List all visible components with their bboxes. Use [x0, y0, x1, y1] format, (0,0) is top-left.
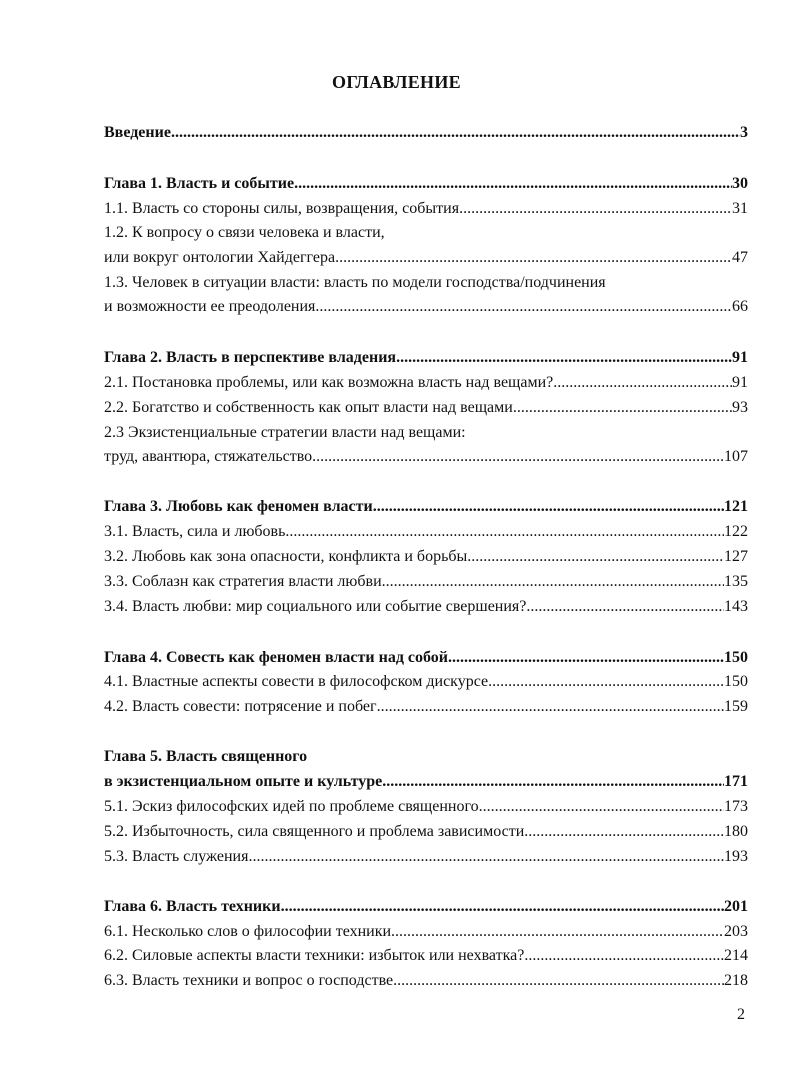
toc-entry-text: 3.1. Власть, сила и любовь — [104, 523, 286, 540]
toc-section-1-3-line1: 1.3. Человек в ситуации власти: власть по модели господства/подчинения — [104, 274, 606, 291]
toc-page-number: 135 — [724, 573, 748, 590]
toc-chapter-1[interactable] — [104, 175, 748, 193]
toc-section-3-4[interactable] — [104, 598, 748, 616]
toc-page-number: 93 — [732, 399, 748, 416]
toc-entry-text: Глава 1. Власть и событие — [104, 175, 295, 192]
leader-dots — [524, 947, 724, 965]
leader-dots — [382, 773, 724, 791]
toc-page-number: 121 — [724, 498, 748, 515]
toc-page-number: 91 — [732, 374, 748, 391]
toc-entry-text: 4.1. Властные аспекты совести в философском дискурсе — [104, 673, 489, 690]
toc-entry-text: 3.4. Власть любви: мир социального или событие свершения? — [104, 598, 527, 615]
leader-dots — [281, 898, 724, 916]
leader-dots — [248, 848, 724, 866]
leader-dots — [479, 798, 724, 816]
leader-dots — [312, 448, 724, 466]
toc-chapter-4[interactable] — [104, 649, 748, 667]
toc-chapter-2[interactable] — [104, 349, 748, 367]
toc-section-3-1[interactable] — [104, 523, 748, 541]
leader-dots — [553, 374, 732, 392]
leader-dots — [448, 649, 724, 667]
leader-dots — [294, 175, 732, 193]
toc-entry-text: 5.3. Власть служения — [104, 848, 249, 865]
toc-page-number: 3 — [740, 124, 748, 141]
toc-page-number: 171 — [724, 773, 748, 790]
leader-dots — [396, 349, 732, 367]
toc-section-4-1[interactable] — [104, 673, 748, 691]
toc-entry-text: труд, авантюра, стяжательство — [104, 448, 313, 465]
toc-entry-text: в экзистенциальном опыте и культуре — [104, 773, 383, 790]
toc-entry-text: Глава 2. Власть в перспективе владения — [104, 349, 397, 366]
toc-section-3-2[interactable] — [104, 548, 748, 566]
toc-entry-text: 5.1. Эскиз философских идей по проблеме священного — [104, 798, 479, 815]
page-number: 2 — [737, 1006, 745, 1023]
leader-dots — [488, 673, 724, 691]
toc-section-2-2[interactable] — [104, 399, 748, 417]
toc-entry-text: 3.2. Любовь как зона опасности, конфликта и борьбы — [104, 548, 468, 565]
toc-page-number: 143 — [724, 598, 748, 615]
leader-dots — [382, 573, 724, 591]
leader-dots — [526, 598, 724, 616]
toc-entry-text: 2.1. Постановка проблемы, или как возможна власть над вещами? — [104, 374, 554, 391]
toc-section-6-3[interactable] — [104, 972, 748, 990]
toc-section-3-3[interactable] — [104, 573, 748, 591]
toc-page-number: 180 — [724, 823, 748, 840]
toc-chapter-5[interactable] — [104, 773, 748, 791]
toc-entry-text: Глава 3. Любовь как феномен власти — [104, 498, 373, 515]
toc-section-2-3[interactable] — [104, 448, 748, 466]
toc-section-6-1[interactable] — [104, 923, 748, 941]
toc-chapter-6[interactable] — [104, 898, 748, 916]
toc-entry-text: Глава 4. Совесть как феномен власти над собой — [104, 649, 449, 666]
toc-entry-text: и возможности ее преодоления — [104, 298, 316, 315]
toc-entry-text: Введение — [104, 124, 171, 141]
toc-entry-intro[interactable] — [104, 124, 748, 142]
toc-page-number: 122 — [724, 523, 748, 540]
leader-dots — [393, 972, 724, 990]
toc-entry-text: 2.2. Богатство и собственность как опыт власти над вещами — [104, 399, 513, 416]
toc-section-5-1[interactable] — [104, 798, 748, 816]
toc-page-number: 31 — [732, 200, 748, 217]
leader-dots — [467, 548, 724, 566]
toc-section-2-1[interactable] — [104, 374, 748, 392]
leader-dots — [171, 124, 740, 142]
leader-dots — [377, 698, 724, 716]
leader-dots — [285, 523, 724, 541]
toc-section-1-1[interactable] — [104, 200, 748, 218]
toc-section-6-2[interactable] — [104, 947, 748, 965]
toc-section-5-2[interactable] — [104, 823, 748, 841]
toc-section-2-3-line1: 2.3 Экзистенциальные стратегии власти над вещами: — [104, 424, 466, 441]
toc-entry-text: 6.2. Силовые аспекты власти техники: избыток или нехватка? — [104, 947, 525, 964]
toc-page-number: 193 — [724, 848, 748, 865]
toc-page-number: 47 — [732, 249, 748, 266]
toc-page-number: 127 — [724, 548, 748, 565]
leader-dots — [391, 923, 724, 941]
toc-entry-text: 6.1. Несколько слов о философии техники — [104, 923, 392, 940]
leader-dots — [524, 823, 724, 841]
toc-page-number: 66 — [732, 298, 748, 315]
toc-page-number: 201 — [724, 898, 748, 915]
toc-page-number: 218 — [724, 972, 748, 989]
leader-dots — [513, 399, 732, 417]
toc-entry-text: 5.2. Избыточность, сила священного и проблема зависимости — [104, 823, 525, 840]
toc-entry-text: Глава 6. Власть техники — [104, 898, 281, 915]
toc-entry-text: 6.3. Власть техники и вопрос о господстве — [104, 972, 394, 989]
toc-section-5-3[interactable] — [104, 848, 748, 866]
toc-page-number: 107 — [724, 448, 748, 465]
leader-dots — [315, 298, 732, 316]
toc-entry-text: 3.3. Соблазн как стратегия власти любви — [104, 573, 382, 590]
toc-section-1-3[interactable] — [104, 298, 748, 316]
leader-dots — [459, 200, 732, 218]
toc-page-number: 203 — [724, 923, 748, 940]
toc-page-number: 30 — [732, 175, 748, 192]
toc-page-number: 159 — [724, 698, 748, 715]
toc-entry-text: 1.1. Власть со стороны силы, возвращения, события — [104, 200, 460, 217]
toc-page-number: 214 — [724, 947, 748, 964]
toc-entry-text: 4.2. Власть совести: потрясение и побег — [104, 698, 377, 715]
toc-section-1-2[interactable] — [104, 249, 748, 267]
toc-page-number: 173 — [724, 798, 748, 815]
leader-dots — [335, 249, 732, 267]
toc-chapter-3[interactable] — [104, 498, 748, 516]
toc-page-number: 150 — [724, 673, 748, 690]
toc-page-number: 150 — [724, 649, 748, 666]
toc-page-number: 91 — [732, 349, 748, 366]
toc-section-4-2[interactable] — [104, 698, 748, 716]
page-title: ОГЛАВЛЕНИЕ — [332, 72, 461, 92]
toc-section-1-2-line1: 1.2. К вопросу о связи человека и власти, — [104, 224, 385, 241]
leader-dots — [373, 498, 724, 516]
toc-entry-text: или вокруг онтологии Хайдеггера — [104, 249, 336, 266]
toc-chapter-5-line1: Глава 5. Власть священного — [104, 748, 308, 765]
